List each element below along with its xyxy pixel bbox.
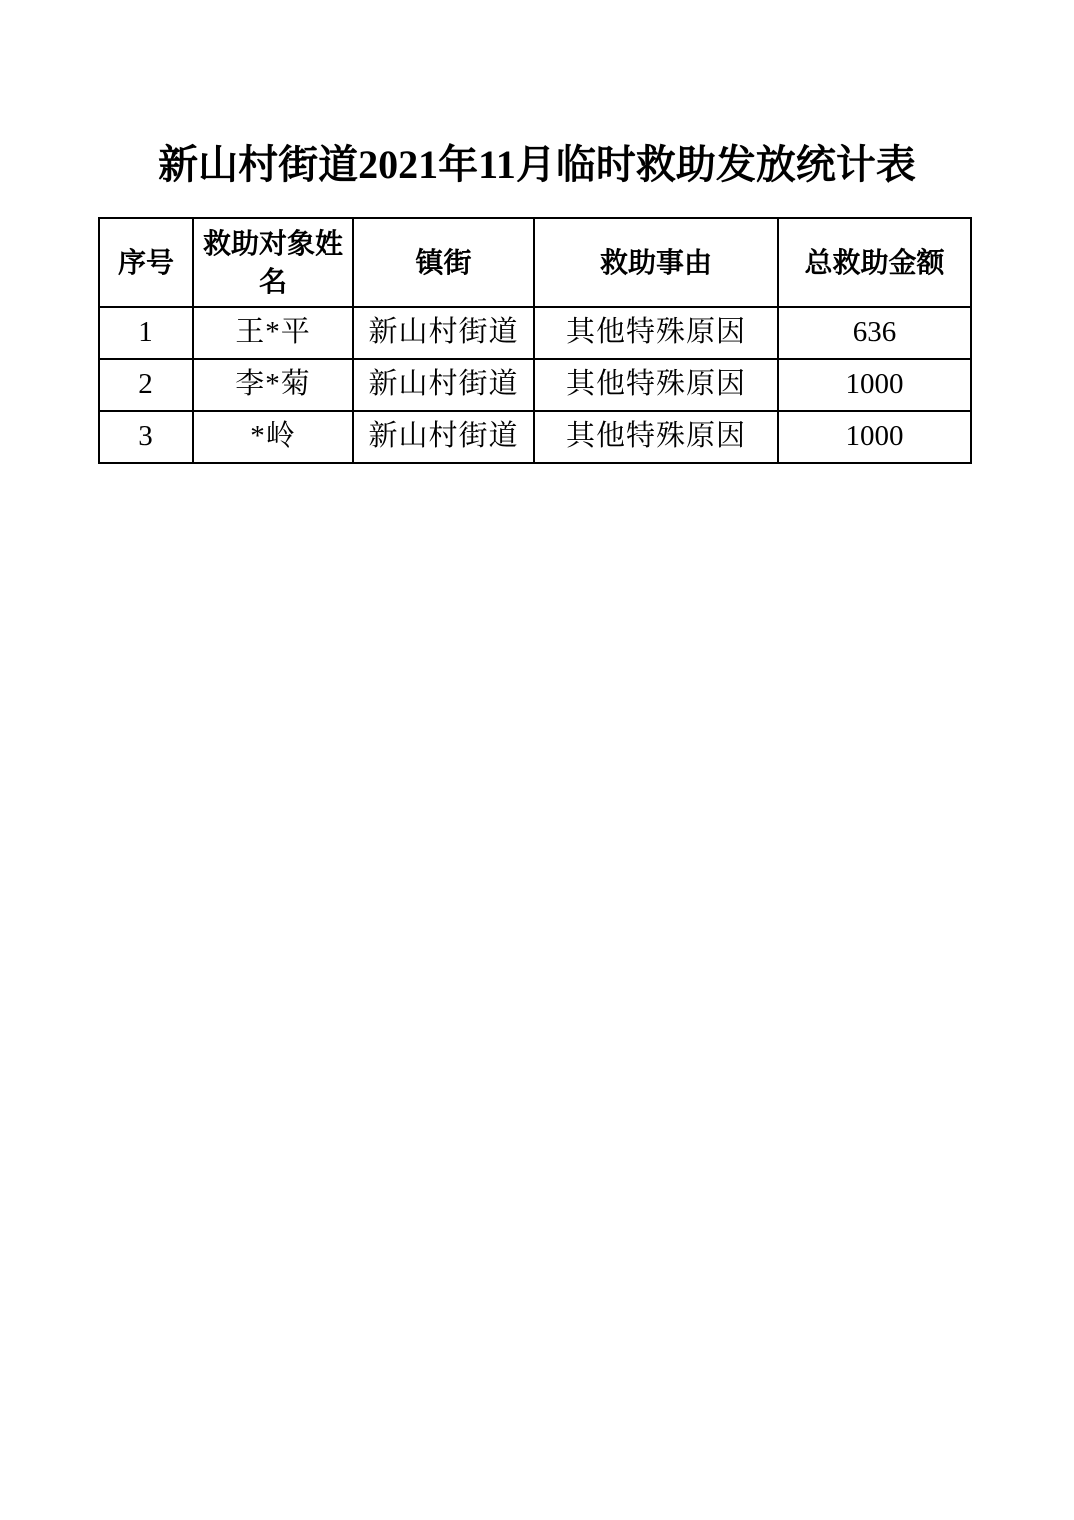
header-name: 救助对象姓名 xyxy=(193,218,353,307)
header-amount: 总救助金额 xyxy=(778,218,971,307)
table-row xyxy=(99,359,971,411)
cell-amount: 1000 xyxy=(778,359,971,411)
table-body xyxy=(99,307,971,463)
cell-amount: 636 xyxy=(778,307,971,359)
assistance-stats-table xyxy=(98,217,972,464)
cell-town: 新山村街道 xyxy=(353,359,534,411)
cell-seq: 1 xyxy=(99,307,193,359)
cell-recipient-name: 王*平 xyxy=(193,307,353,359)
cell-reason: 其他特殊原因 xyxy=(534,359,778,411)
header-seq: 序号 xyxy=(99,218,193,307)
cell-town: 新山村街道 xyxy=(353,307,534,359)
cell-recipient-name: *岭 xyxy=(193,411,353,463)
cell-amount: 1000 xyxy=(778,411,971,463)
cell-seq: 2 xyxy=(99,359,193,411)
cell-recipient-name: 李*菊 xyxy=(193,359,353,411)
cell-seq: 3 xyxy=(99,411,193,463)
header-row xyxy=(99,218,971,307)
table-header xyxy=(99,218,971,307)
table-row xyxy=(99,411,971,463)
table-row xyxy=(99,307,971,359)
cell-reason: 其他特殊原因 xyxy=(534,411,778,463)
cell-reason: 其他特殊原因 xyxy=(534,307,778,359)
cell-town: 新山村街道 xyxy=(353,411,534,463)
header-town: 镇街 xyxy=(353,218,534,307)
header-reason: 救助事由 xyxy=(534,218,778,307)
page-title: 新山村街道2021年11月临时救助发放统计表 xyxy=(158,142,916,187)
